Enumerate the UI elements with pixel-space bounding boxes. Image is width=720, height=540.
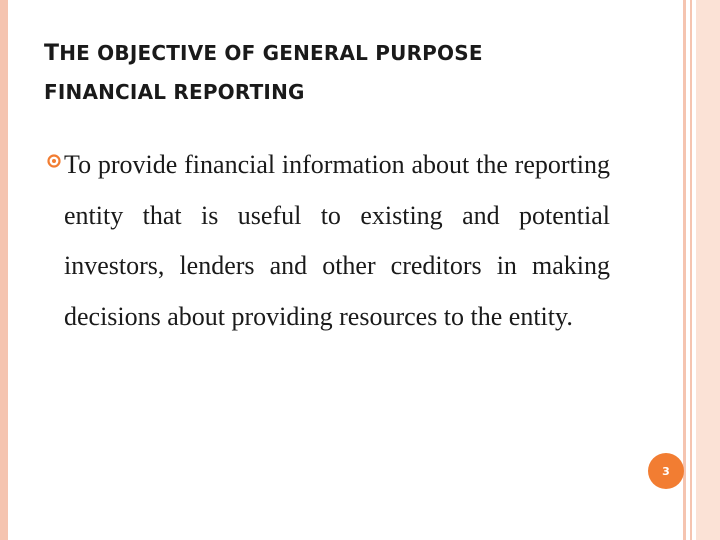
right-border-line [690, 0, 692, 540]
right-border-band [696, 0, 720, 540]
title-line-2: FINANCIAL REPORTING [44, 80, 305, 104]
slide-title [44, 34, 664, 111]
right-border-stripe [683, 0, 686, 540]
title-line-1: THE OBJECTIVE OF GENERAL PURPOSE [44, 41, 483, 66]
circle-bullet-icon [46, 153, 62, 169]
bullet-text: To provide financial information about the reporting entity that is useful to existing and potential investors, lenders and other creditors in making decisions about providing resources to the entity. [64, 150, 610, 331]
page-number-badge: 3 [648, 453, 684, 489]
left-border-decoration [0, 0, 8, 540]
